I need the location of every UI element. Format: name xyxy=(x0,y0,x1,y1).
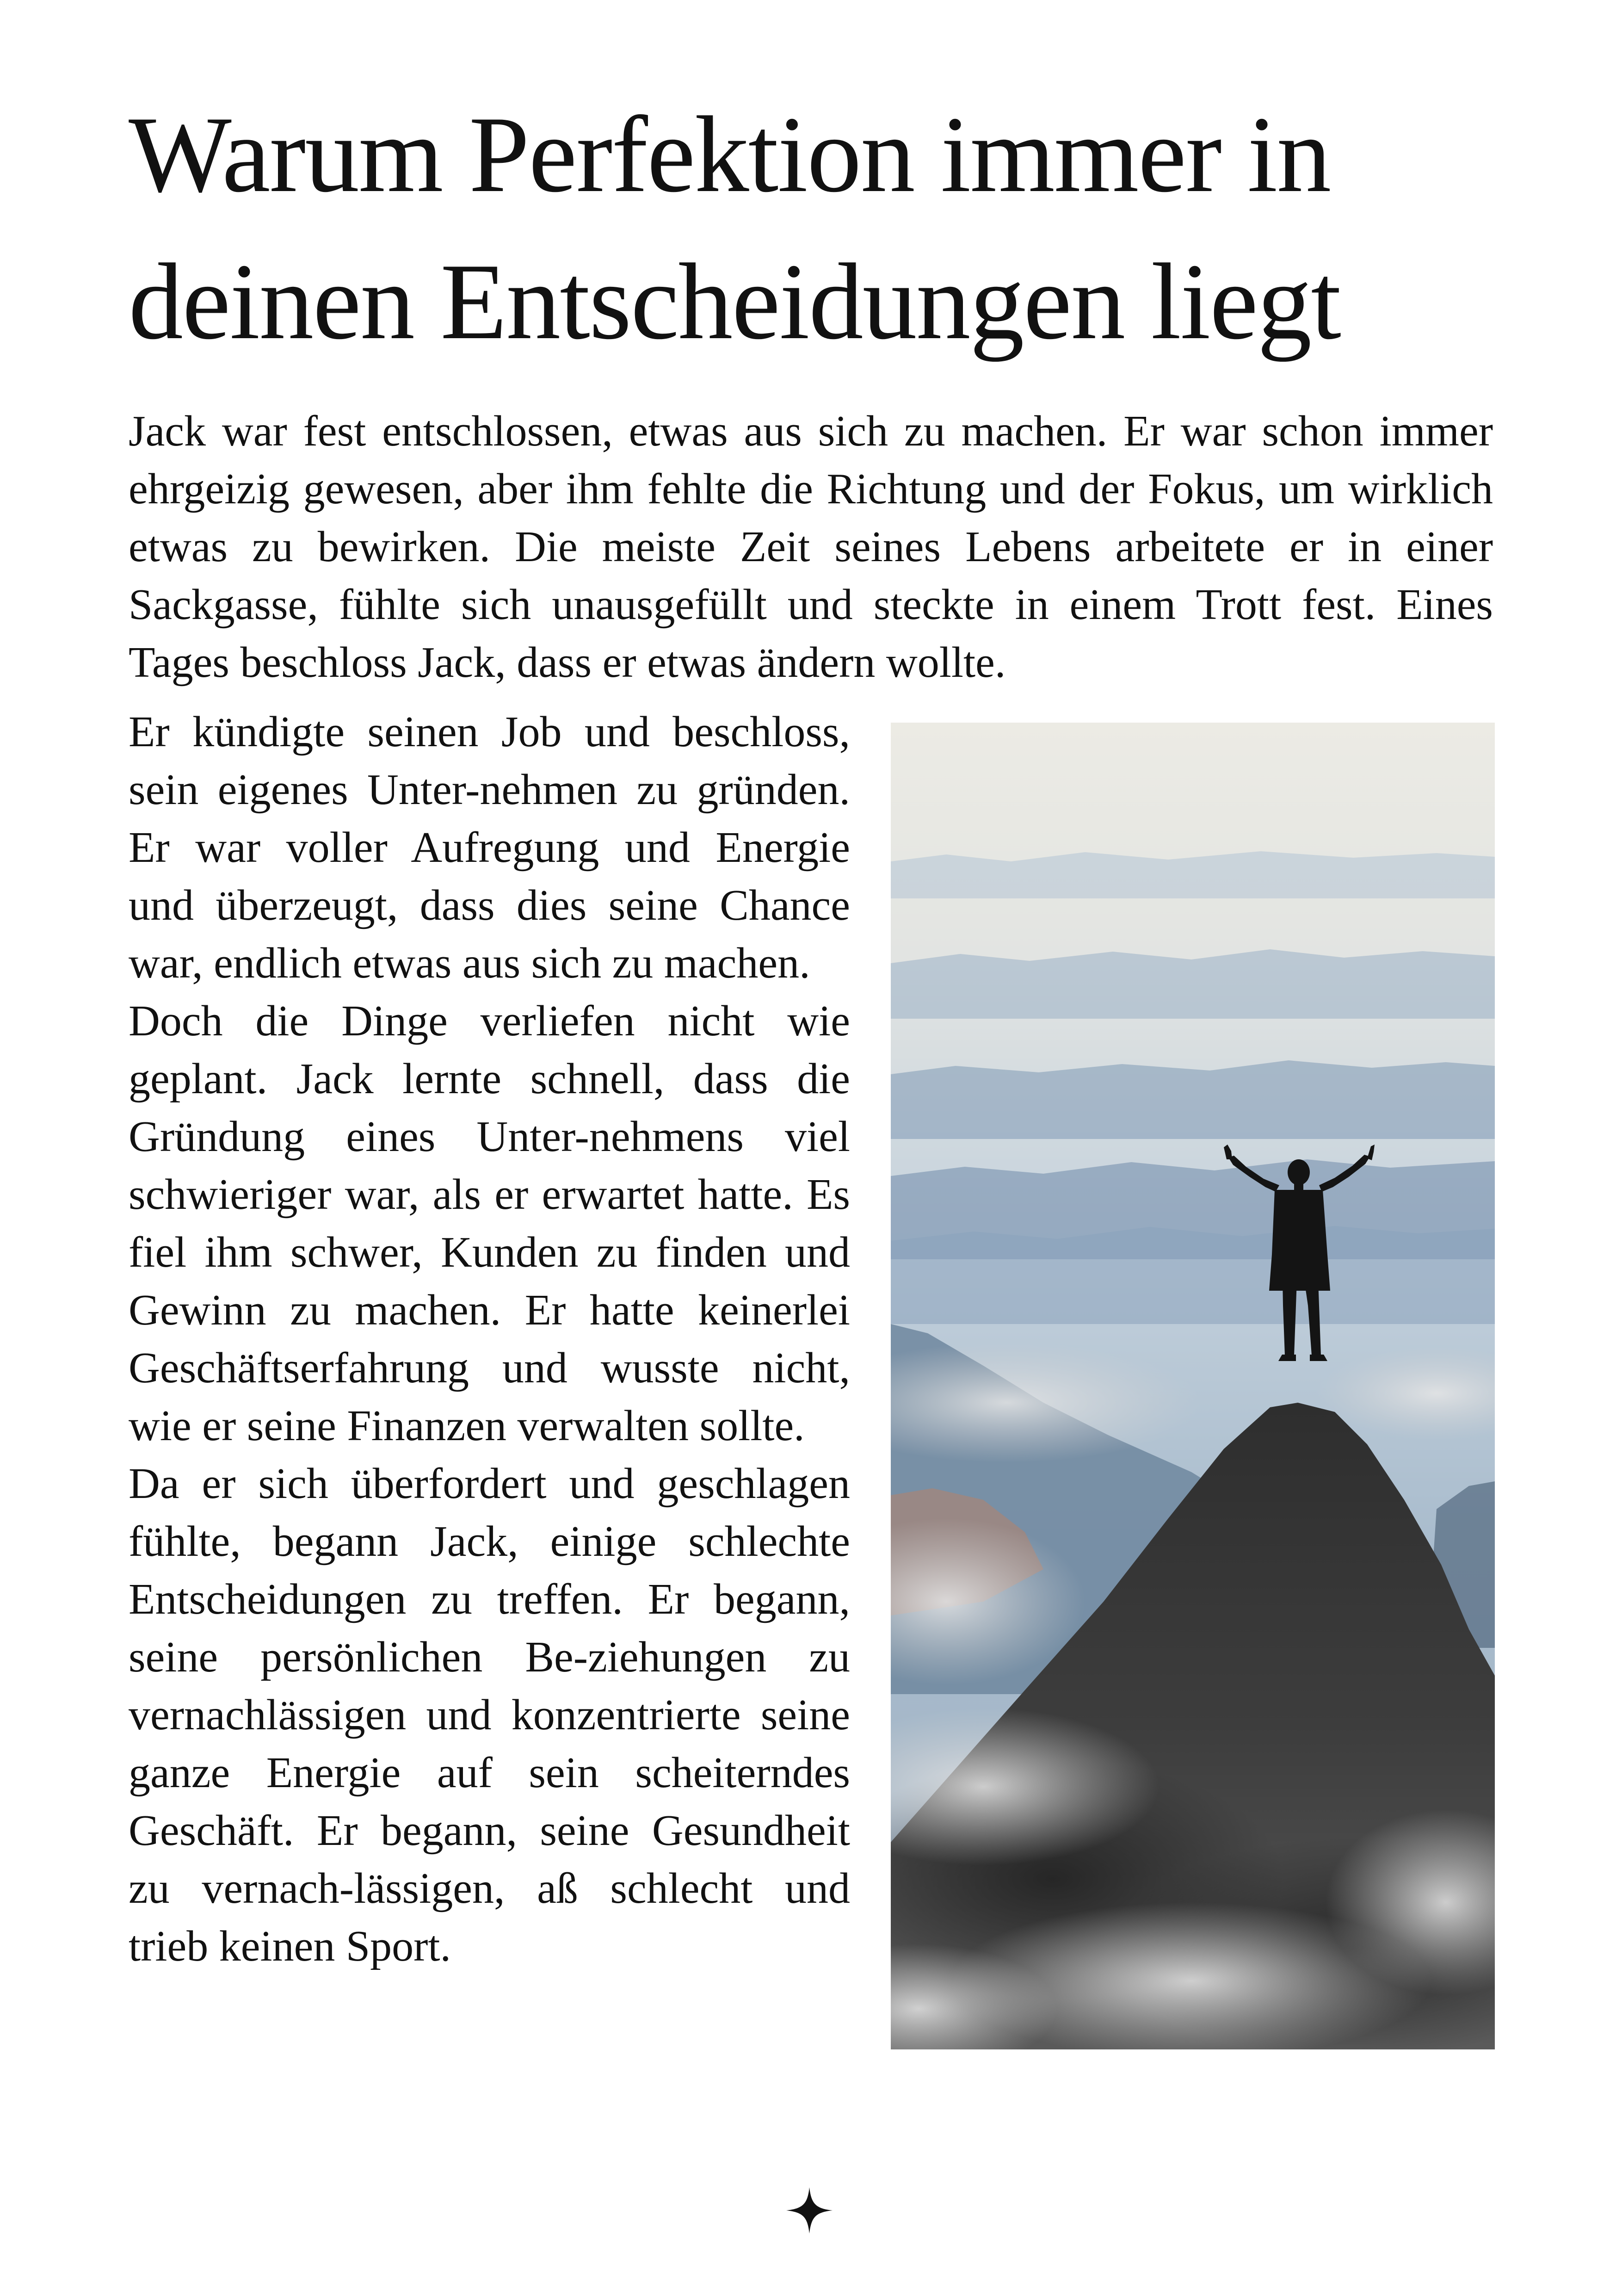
body-paragraph-3: Da er sich überfordert und geschlagen fühlte, begann Jack, einige schlechte Entscheidungen zu treffen. Er begann, seine persönlichen Be-ziehungen zu vernachlässigen und konzentrierte seine ganze Energie auf sein scheiterndes Geschäft. Er begann, seine Gesundheit zu vernach-lässigen, aß schlecht und trieb keinen Sport. xyxy=(129,1460,850,1970)
mountain-summit-photo xyxy=(891,723,1495,2049)
intro-paragraph: Jack war fest entschlossen, etwas aus sich zu machen. Er war schon immer ehrgeizig gewesen, aber ihm fehlte die Richtung und der Fokus, um wirklich etwas zu bewirken. Die meiste Zeit seines Lebens arbeitete er in einer Sackgasse, fühlte sich unausgefüllt und steckte in einem Trott fest. Eines Tages beschloss Jack, dass er etwas ändern wollte. xyxy=(129,407,1493,687)
four-point-star-icon xyxy=(786,2187,833,2234)
body-paragraph-2: Doch die Dinge verliefen nicht wie geplant. Jack lernte schnell, dass die Gründung eines Unter-nehmens viel schwieriger war, als er erwartet hatte. Es fiel ihm schwer, Kunden zu finden und Gewinn zu machen. Er hatte keinerlei Geschäftserfahrung und wusste nicht, wie er seine Finanzen verwalten sollte. xyxy=(129,997,850,1450)
page-title: Warum Perfektion immer in deinen Entscheidungen liegt xyxy=(129,94,1340,362)
body-paragraph-1: Er kündigte seinen Job und beschloss, sein eigenes Unter-nehmen zu gründen. Er war voller Aufregung und Energie und überzeugt, dass dies seine Chance war, endlich etwas aus sich zu machen. xyxy=(129,708,850,987)
body-text-column xyxy=(129,703,850,1975)
